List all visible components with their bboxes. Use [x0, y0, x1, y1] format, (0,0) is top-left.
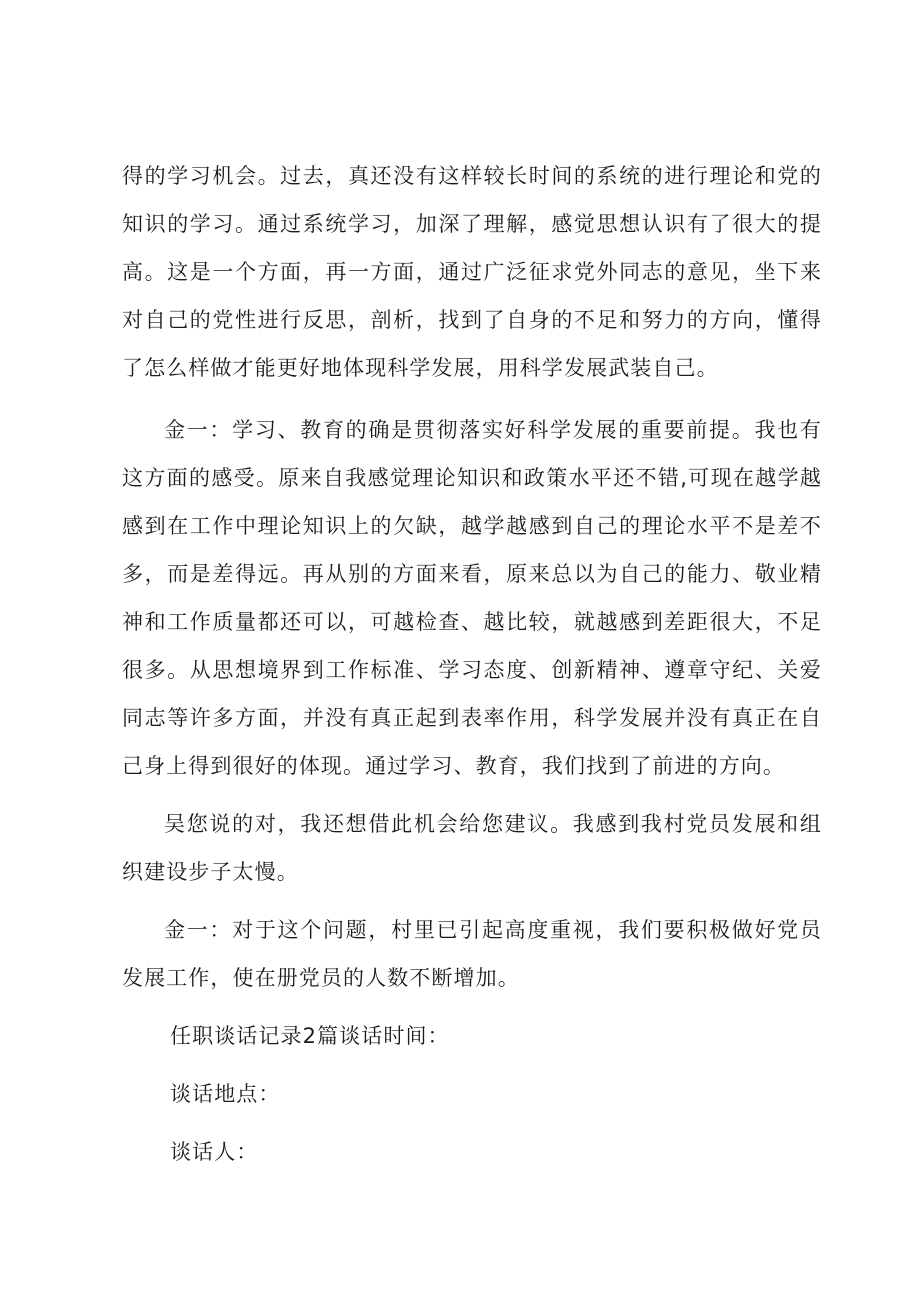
record-heading: 任职谈话记录2篇谈话时间： — [170, 1024, 450, 1048]
paragraph-wu-suggestion: 吴您说的对，我还想借此机会给您建议。我感到我村党员发展和组织建设步子太慢。 — [122, 812, 822, 884]
paragraph-continuation: 得的学习机会。过去，真还没有这样较长时间的系统的进行理论和党的知识的学习。通过系统学习，加深了理解，感觉思想认识有了很大的提高。这是一个方面，再一方面，通过广泛征求党外同志的意见，坐下来对自己的党性进行反思，剖析，找到了自身的不足和努力的方向，懂得了怎么样做才能更好地体现科学发展，用科学发展武装自己。 — [122, 164, 822, 380]
paragraph-jin-reply-study: 金一：学习、教育的确是贯彻落实好科学发展的重要前提。我也有这方面的感受。原来自我感觉理论知识和政策水平还不错,可现在越学越感到在工作中理论知识上的欠缺，越学越感到自己的理论水平不是差不多，而是差得远。再从别的方面来看，原来总以为自己的能力、敬业精神和工作质量都还可以，可越检查、越比较，就越感到差距很大，不足很多。从思想境界到工作标准、学习态度、创新精神、遵章守纪、关爱同志等许多方面，并没有真正起到表率作用，科学发展并没有真正在自己身上得到很好的体现。通过学习、教育，我们找到了前进的方向。 — [122, 418, 822, 778]
location-label: 谈话地点： — [170, 1082, 281, 1106]
document-body — [122, 152, 822, 1176]
speaker-label: 谈话人： — [170, 1140, 259, 1164]
paragraph-jin-reply-membership: 金一：对于这个问题，村里已引起高度重视，我们要积极做好党员发展工作，使在册党员的人数不断增加。 — [122, 918, 822, 990]
